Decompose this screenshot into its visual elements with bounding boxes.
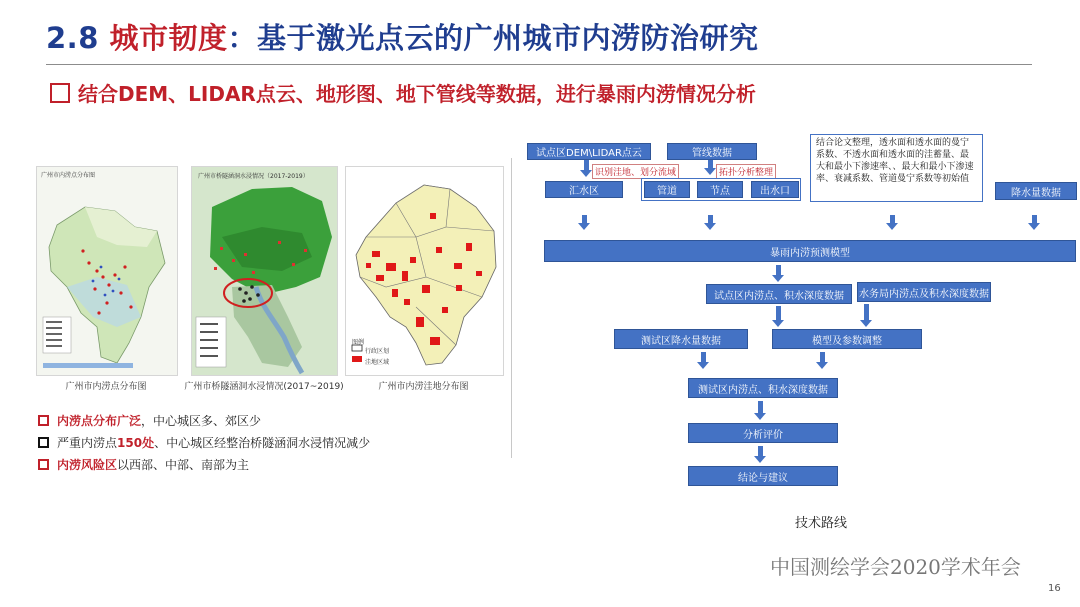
- section-divider: [511, 158, 512, 458]
- findings-list: [38, 409, 370, 475]
- flowchart-caption: 技术路线: [795, 516, 848, 531]
- map-inner-title: 广州市内涝点分布图: [41, 172, 96, 179]
- flow-initial-params-note: 结合论文整理，透水面和透水面的曼宁系数、不透水面和透水面的洼蓄量、最大和最小下渗速率、、最大和最小下渗速率、衰减系数、管道曼宁系数等初始值: [810, 134, 983, 202]
- flow-outlet: 出水口: [751, 181, 799, 198]
- flow-model-tune: 模型及参数调整: [772, 329, 922, 349]
- title-text: ：基于激光点云的广州城市内涝防治研究: [227, 21, 759, 55]
- flow-water-bureau: 水务局内涝点及积水深度数据: [857, 282, 991, 302]
- map-graphic: [37, 167, 177, 375]
- map-depression-distribution: [345, 166, 504, 376]
- map-bridge-tunnel-flooding: [191, 166, 338, 376]
- list-item: [38, 431, 370, 453]
- legend-title: 图例: [352, 339, 365, 346]
- flow-test-rainfall: 测试区降水量数据: [614, 329, 748, 349]
- flow-test-points: 测试区内涝点、积水深度数据: [688, 378, 838, 398]
- square-bullet-icon: [38, 459, 49, 470]
- subtitle: [50, 78, 756, 107]
- map-inner-title: 广州市桥隧涵洞水浸情况（2017-2019）: [198, 173, 309, 180]
- legend-item-depression: 洼地区域: [365, 359, 390, 366]
- flow-pipe: 管道: [644, 181, 690, 198]
- map-caption-1: 广州市内涝点分布图: [65, 382, 147, 392]
- bullet-highlight: 内涝点分布广泛: [57, 413, 142, 428]
- flow-analysis: 分析评价: [688, 423, 838, 443]
- list-item: [38, 409, 370, 431]
- label-topology: 拓扑分析整理: [716, 164, 776, 179]
- title-highlight: 城市韧度: [109, 21, 228, 55]
- legend-item-boundary: 行政区划: [365, 348, 390, 355]
- bullet-text: 严重内涝点: [57, 435, 118, 450]
- flow-catchment: 汇水区: [545, 181, 623, 198]
- list-item: [38, 453, 370, 475]
- bullet-highlight: 150处: [117, 435, 155, 450]
- flow-pipeline-data: 管线数据: [667, 143, 757, 160]
- bullet-highlight: 内涝风险区: [57, 457, 118, 472]
- bullet-text: ，中心城区多、郊区少: [141, 413, 262, 428]
- subtitle-text: 结合DEM、LIDAR点云、地形图、地下管线等数据，进行暴雨内涝情况分析: [78, 82, 756, 106]
- bullet-text: 以西部、中部、南部为主: [117, 457, 250, 472]
- square-bullet-icon: [38, 437, 49, 448]
- page-number: 16: [1048, 583, 1061, 594]
- page-title: [46, 16, 759, 57]
- flow-rainfall: 降水量数据: [995, 182, 1077, 200]
- map-graphic: [192, 167, 337, 375]
- label-identify-depressions: 识别洼地、划分流域: [592, 164, 679, 179]
- title-number: 2.8: [46, 21, 110, 55]
- square-bullet-icon: [38, 415, 49, 426]
- map-caption-2: 广州市桥隧涵洞水浸情况(2017~2019): [184, 382, 344, 392]
- square-bullet-icon: [50, 83, 70, 103]
- map-graphic: [346, 167, 503, 375]
- title-divider: [46, 64, 1032, 65]
- map-waterlogging-points: [36, 166, 178, 376]
- flow-node: 节点: [697, 181, 743, 198]
- flow-model: 暴雨内涝预测模型: [544, 240, 1076, 262]
- conference-name: 中国测绘学会2020学术年会: [770, 555, 1021, 579]
- flow-conclusion: 结论与建议: [688, 466, 838, 486]
- bullet-text: 、中心城区经整治桥隧涵洞水浸情况减少: [154, 435, 371, 450]
- map-caption-3: 广州市内涝洼地分布图: [378, 382, 469, 392]
- flow-pilot-data: 试点区DEM\LIDAR点云: [527, 143, 651, 160]
- flow-pilot-points: 试点区内涝点、积水深度数据: [706, 284, 852, 304]
